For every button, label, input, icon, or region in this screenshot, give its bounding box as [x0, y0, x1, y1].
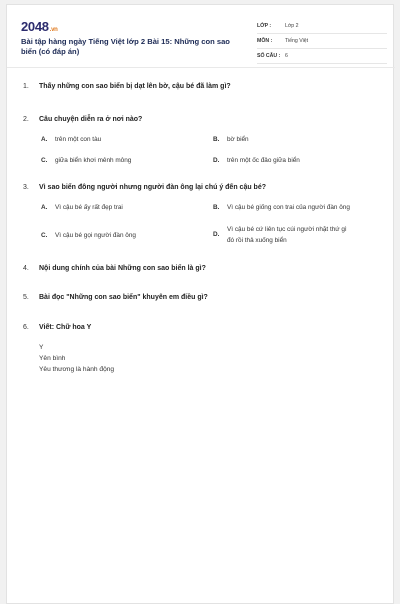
- meta-label: MÔN :: [257, 37, 273, 44]
- answer-line: Y: [39, 344, 44, 351]
- option-letter: B.: [213, 136, 220, 143]
- worksheet-page: [6, 4, 394, 604]
- question-text: Viết: Chữ hoa Y: [39, 324, 92, 331]
- page-title: Bài tập hàng ngày Tiếng Việt lớp 2 Bài 15: Những con sao biển (có đáp án): [21, 37, 230, 56]
- question-number: 5.: [23, 294, 29, 301]
- option-text: trên một con tàu: [55, 136, 102, 143]
- question-number: 6.: [23, 324, 29, 331]
- option-text: Vì cậu bé ấy rất đẹp trai: [55, 204, 123, 211]
- question-number: 1.: [23, 83, 29, 90]
- option-text: Vì cậu bé gọi người đàn ông: [55, 232, 136, 239]
- meta-value: 6: [285, 52, 288, 59]
- option-text: bờ biển: [227, 136, 249, 143]
- meta-row-count: [257, 49, 387, 64]
- meta-value: Tiếng Việt: [285, 37, 309, 44]
- option-letter: D.: [213, 231, 220, 238]
- option-text: Vì cậu bé giống con trai của người đàn ông: [227, 204, 350, 211]
- answer-line: Yên bình: [39, 355, 66, 362]
- answer-line: Yêu thương là hành động: [39, 366, 115, 373]
- meta-row-class: [257, 19, 387, 34]
- question-text: Câu chuyện diễn ra ở nơi nào?: [39, 116, 143, 123]
- logo-tld-text: .vn: [49, 27, 58, 33]
- header-divider: [7, 67, 395, 68]
- meta-label: SỐ CÂU :: [257, 52, 281, 59]
- question-text: Thấy những con sao biển bị dạt lên bờ, cậu bé đã làm gì?: [39, 83, 231, 90]
- question-number: 3.: [23, 184, 29, 191]
- option-text: trên một ốc đảo giữa biển: [227, 157, 300, 164]
- question-text: Nội dung chính của bài Những con sao biển là gì?: [39, 265, 206, 272]
- option-letter: A.: [41, 204, 48, 211]
- question-number: 4.: [23, 265, 29, 272]
- option-letter: A.: [41, 136, 48, 143]
- option-text-line-1: Vì cậu bé cứ liên tục cúi người nhặt thứ gì: [227, 226, 347, 233]
- meta-info-table: [257, 19, 387, 64]
- option-letter: C.: [41, 232, 48, 239]
- meta-label: LỚP :: [257, 22, 272, 29]
- meta-row-subject: [257, 34, 387, 49]
- option-letter: B.: [213, 204, 220, 211]
- question-number: 2.: [23, 116, 29, 123]
- question-text: Bài đọc "Những con sao biển" khuyên em điều gì?: [39, 294, 208, 301]
- site-logo[interactable]: [21, 19, 58, 34]
- option-letter: D.: [213, 157, 220, 164]
- question-text: Vì sao biển đông người nhưng người đàn ông lại chú ý đến cậu bé?: [39, 184, 266, 191]
- option-letter: C.: [41, 157, 48, 164]
- meta-value: Lớp 2: [285, 22, 299, 29]
- logo-main-text: 2048: [21, 19, 49, 34]
- option-text: giữa biển khơi mênh mông: [55, 157, 132, 164]
- option-text-line-2: đó rồi thả xuống biển: [227, 237, 287, 244]
